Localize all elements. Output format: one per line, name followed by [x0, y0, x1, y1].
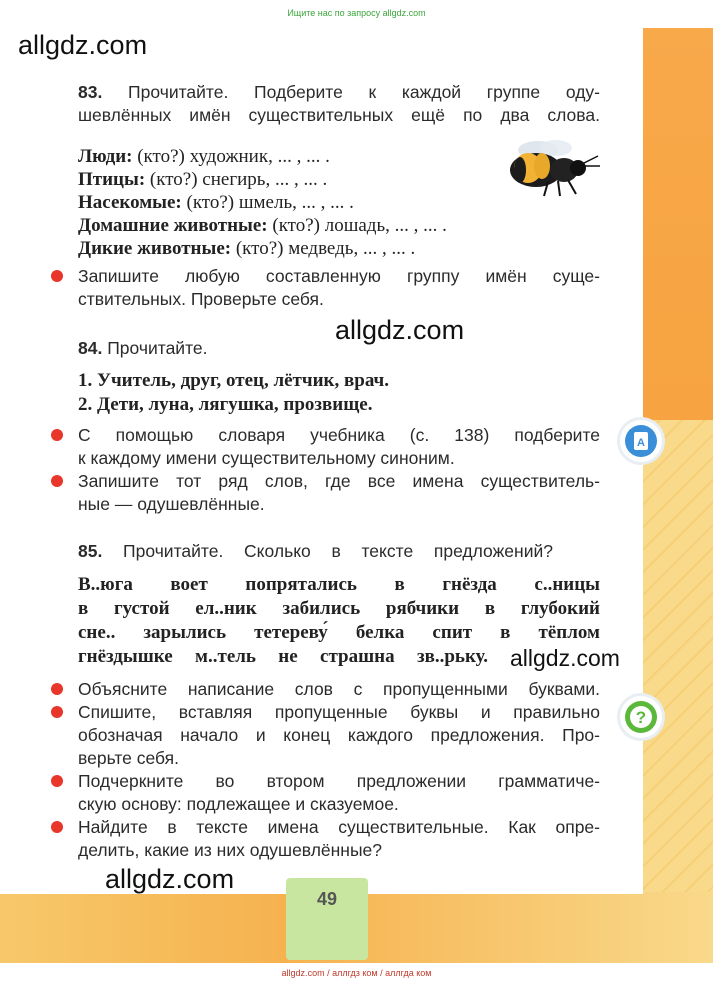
row-label: Люди:	[78, 146, 133, 167]
ex85-task3-l1: Подчеркните во втором предложении грамматиче-	[78, 771, 600, 791]
question-icon[interactable]	[620, 696, 662, 738]
ex85-task4-l1: Найдите в тексте имена существительные. Как опре-	[78, 817, 600, 837]
row-text: (кто?) снегирь, ... , ... .	[149, 169, 328, 190]
ex85-task2-l2: обозначая начало и конец каждого предложения. Про-	[78, 725, 600, 745]
dictionary-icon[interactable]	[620, 420, 662, 462]
header-note: Ищите нас по запросу allgdz.com	[287, 8, 426, 18]
watermark: allgdz.com	[510, 645, 620, 671]
watermark: allgdz.com	[105, 864, 235, 894]
bullet-icon	[51, 270, 63, 282]
ex85-task2-l3: верьте себя.	[78, 748, 179, 768]
row-label: Домашние животные:	[78, 215, 268, 236]
row-text: (кто?) художник, ... , ... .	[137, 146, 330, 167]
watermark: allgdz.com	[18, 30, 148, 60]
bullet-icon	[51, 683, 63, 695]
ex85-text-line1: В..юга воет попрятались в гнёзда с..ницы	[78, 574, 600, 595]
ex85-task2-l1: Спишите, вставляя пропущенные буквы и правильно	[78, 702, 600, 722]
ex84-task2-l1: Запишите тот ряд слов, где все имена существитель-	[78, 471, 600, 491]
ex83-task1-l2: ствительных. Проверьте себя.	[78, 289, 324, 309]
ex83-row	[78, 237, 578, 260]
ex85-text-line3: сне.. зарылись тетереву́ белка спит в тёплом	[78, 622, 600, 643]
bullet-icon	[51, 706, 63, 718]
svg-text:?: ?	[635, 708, 647, 727]
ex85-number: 85.	[78, 541, 103, 561]
ex84-row1: 1. Учитель, друг, отец, лётчик, врач.	[78, 370, 390, 391]
ex85-text-line4: гнёздышке м..тель не страшна зв..рьку.	[78, 646, 488, 667]
page-number: 49	[286, 878, 368, 960]
row-label: Птицы:	[78, 169, 146, 190]
ex85-text-line2: в густой ел..ник забились рябчики в глубокий	[78, 598, 600, 619]
ex84-heading	[78, 337, 600, 360]
row-label: Насекомые:	[78, 192, 182, 213]
ex84-task1-l1: С помощью словаря учебника (с. 138) подберите	[78, 425, 600, 445]
ex83-row	[78, 168, 498, 191]
bullet-icon	[51, 475, 63, 487]
ex83-task1-l1: Запишите любую составленную группу имён суще-	[78, 266, 600, 286]
ex83-heading	[78, 81, 600, 104]
ex83-line1: Прочитайте. Подберите к каждой группе оду-	[128, 82, 600, 102]
ex83-row	[78, 145, 498, 168]
ex83-row	[78, 214, 578, 237]
ex84-row2: 2. Дети, луна, лягушка, прозвище.	[78, 394, 373, 415]
ex84-task2-l2: ные — одушевлённые.	[78, 494, 265, 514]
ex83-line2: шевлённых имён существительных ещё по два слова.	[78, 105, 600, 125]
ex85-task4-l2: делить, какие из них одушевлённые?	[78, 840, 383, 860]
ex83-row	[78, 191, 498, 214]
bumblebee-illustration	[498, 136, 602, 198]
row-label: Дикие животные:	[78, 238, 232, 259]
ex84-number: 84.	[78, 338, 103, 358]
row-text: (кто?) лошадь, ... , ... .	[272, 215, 447, 236]
ex85-heading	[78, 540, 553, 563]
ex83-number: 83.	[78, 82, 103, 102]
ex85-task1: Объясните написание слов с пропущенными буквами.	[78, 679, 600, 699]
row-text: (кто?) медведь, ... , ... .	[235, 238, 416, 259]
bullet-icon	[51, 429, 63, 441]
ex85-task3-l2: скую основу: подлежащее и сказуемое.	[78, 794, 399, 814]
ex84-task1-l2: к каждому имени существительному синоним.	[78, 448, 455, 468]
ex85-title: Прочитайте. Сколько в тексте предложений?	[123, 541, 553, 561]
row-text: (кто?) шмель, ... , ... .	[186, 192, 354, 213]
svg-text:А: А	[637, 437, 645, 449]
bullet-icon	[51, 821, 63, 833]
bullet-icon	[51, 775, 63, 787]
watermark: allgdz.com	[335, 315, 465, 345]
footer-note: allgdz.com / аллгдз ком / аллгда ком	[281, 968, 432, 978]
ex84-title: Прочитайте.	[107, 338, 208, 358]
